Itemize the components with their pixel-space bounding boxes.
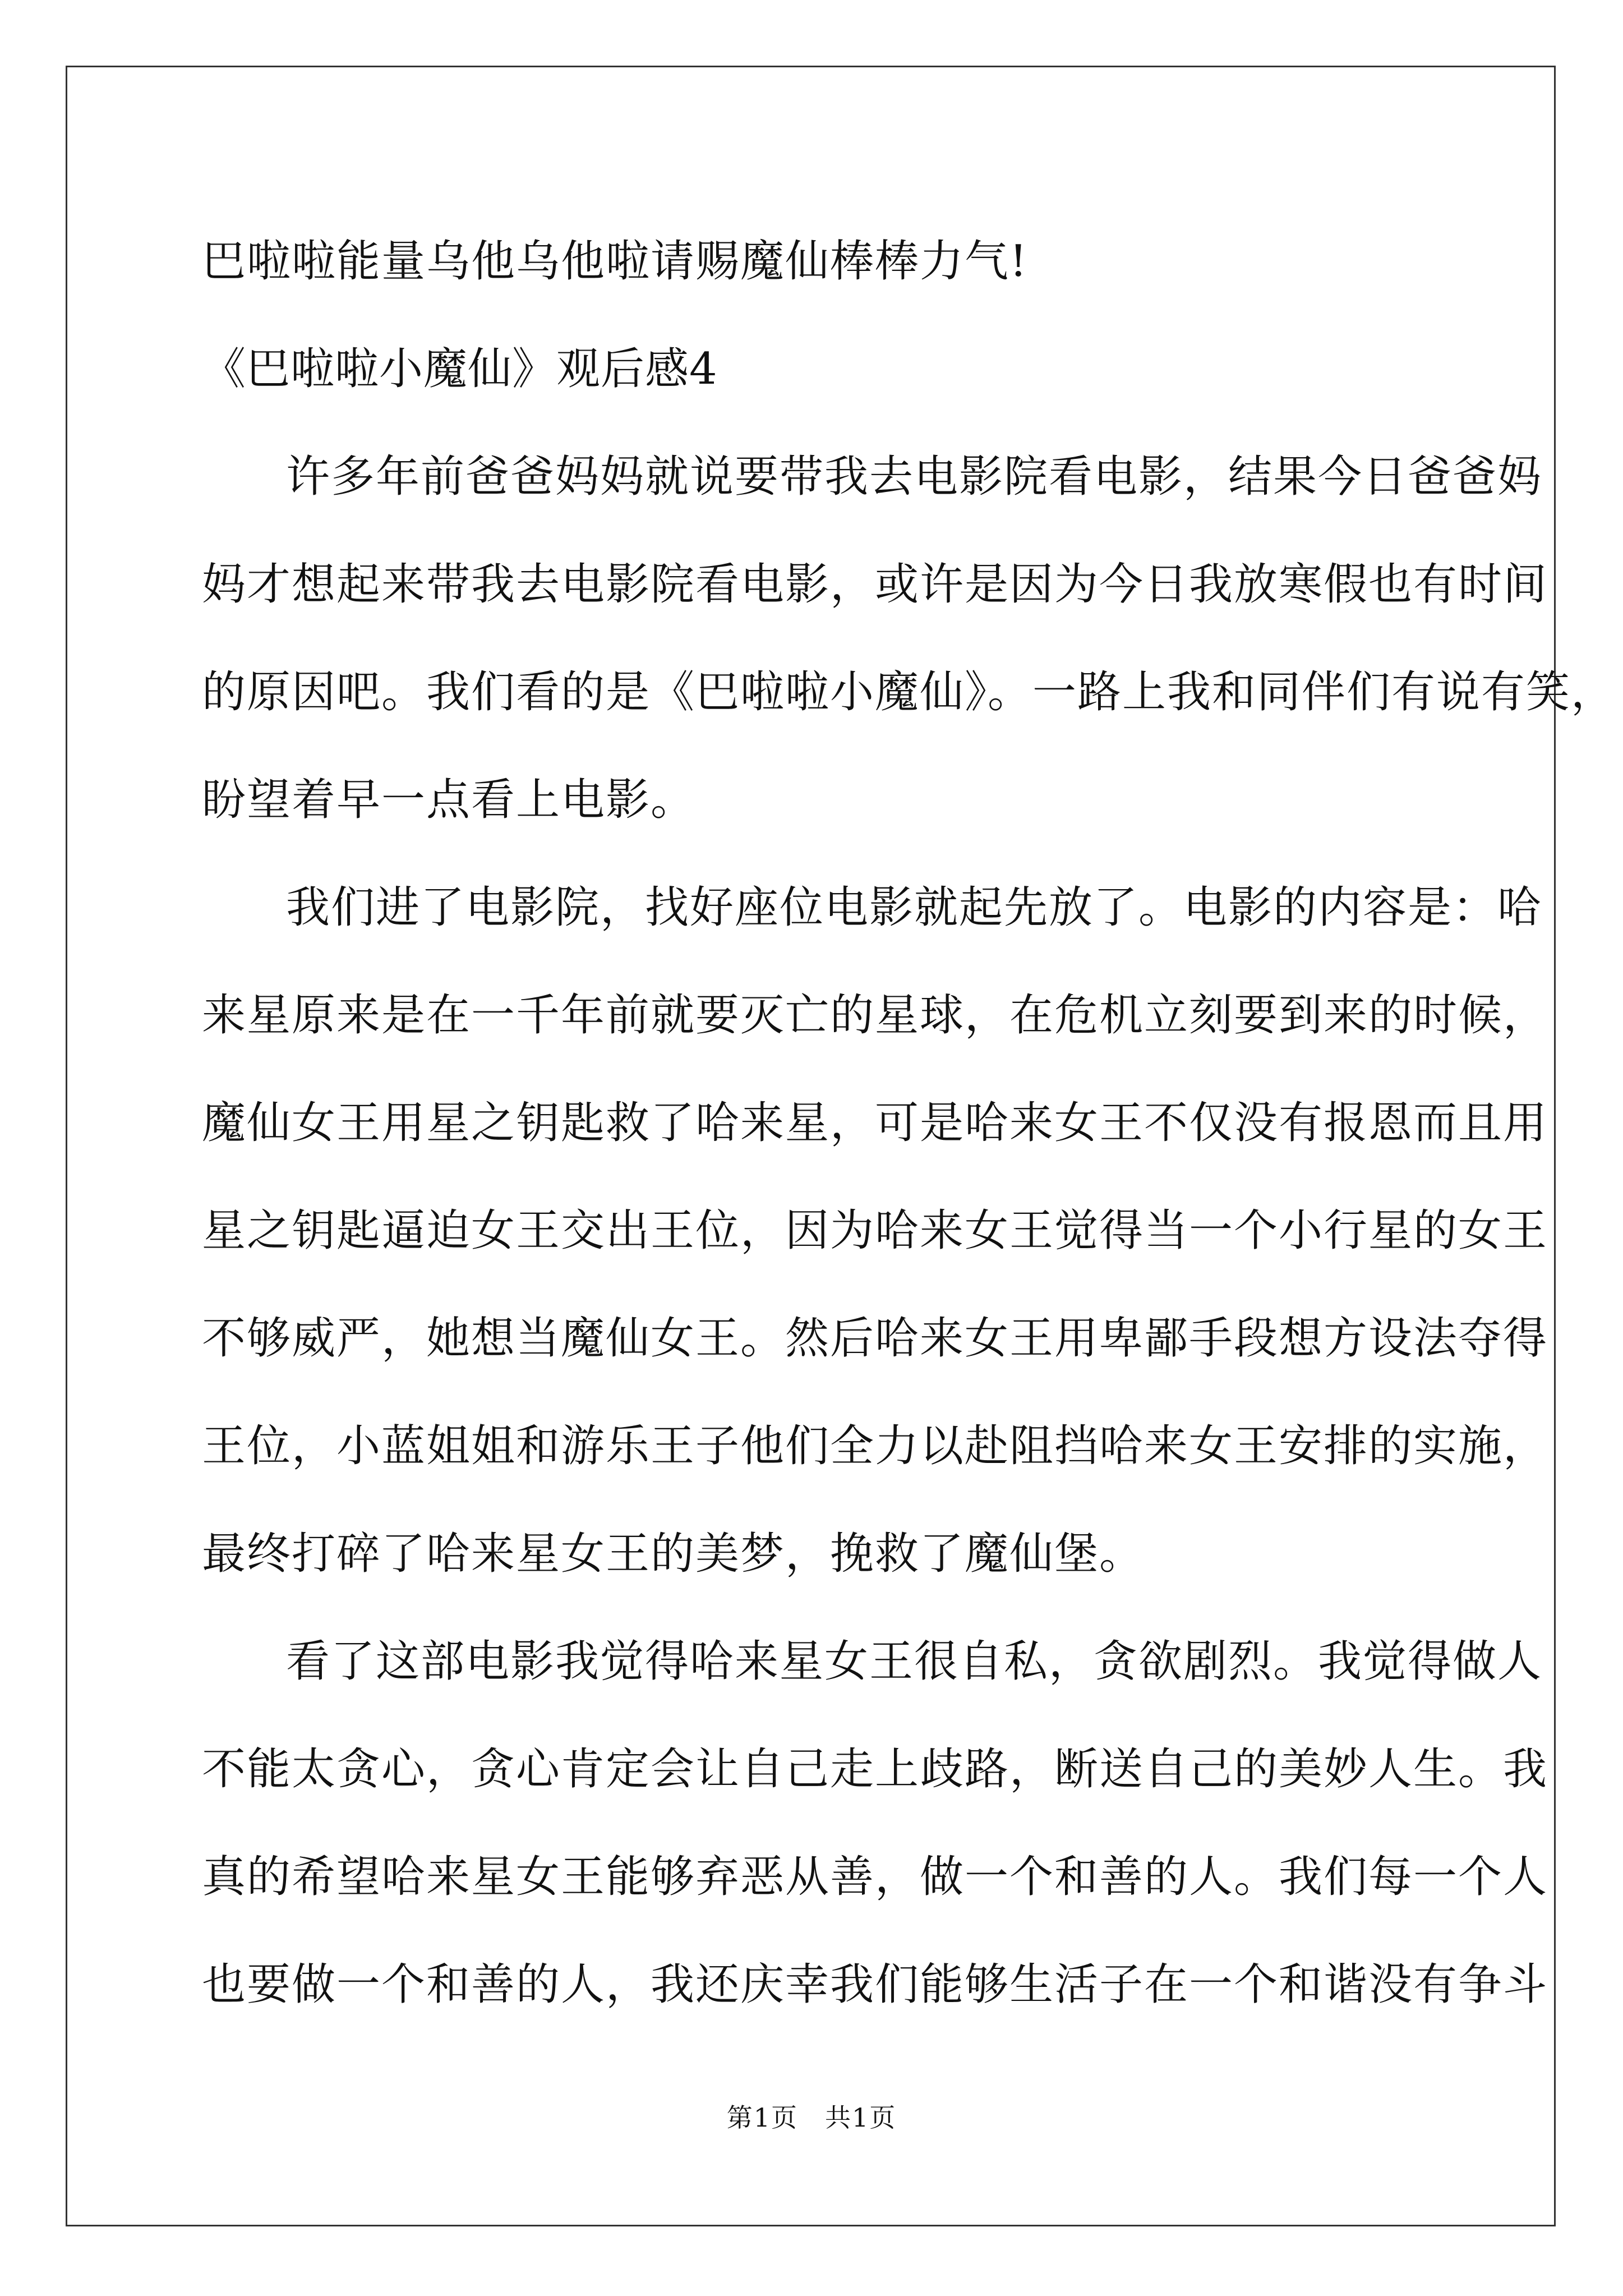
paragraph-line: 来星原来是在一千年前就要灭亡的星球，在危机立刻要到来的时候， — [202, 990, 1548, 1041]
essay-title: 《巴啦啦小魔仙》观后感4 — [202, 344, 718, 394]
paragraph-line: 我们进了电影院，找好座位电影就起先放了。电影的内容是：哈 — [286, 882, 1543, 933]
paragraph-line: 王位，小蓝姐姐和游乐王子他们全力以赴阻挡哈来女王安排的实施， — [202, 1421, 1548, 1471]
paragraph-line: 最终打碎了哈来星女王的美梦，挽救了魔仙堡。 — [202, 1529, 1145, 1579]
paragraph-line: 星之钥匙逼迫女王交出王位，因为哈来女王觉得当一个小行星的女王 — [202, 1205, 1548, 1256]
paragraph-line: 的原因吧。我们看的是《巴啦啦小魔仙》。一路上我和同伴们有说有笑， — [202, 667, 1616, 717]
closing-line: 巴啦啦能量乌他乌他啦请赐魔仙棒棒力气! — [202, 236, 1029, 287]
paragraph-line: 盼望着早一点看上电影。 — [202, 775, 696, 825]
paragraph-3 — [202, 1608, 1548, 2039]
paragraph-line: 魔仙女王用星之钥匙救了哈来星，可是哈来女王不仅没有报恩而且用 — [202, 1098, 1548, 1148]
document-body — [202, 208, 1616, 2039]
paragraph-line: 真的希望哈来星女王能够弃恶从善，做一个和善的人。我们每一个人 — [202, 1852, 1548, 1902]
paragraph-1 — [202, 423, 1616, 854]
paragraph-line: 也要做一个和善的人，我还庆幸我们能够生活子在一个和谐没有争斗 — [202, 1959, 1548, 2010]
paragraph-line: 许多年前爸爸妈妈就说要带我去电影院看电影，结果今日爸爸妈 — [286, 452, 1543, 502]
page-footer: 第1页 共1页 — [726, 2102, 897, 2133]
paragraph-line: 不能太贪心，贪心肯定会让自己走上歧路，断送自己的美妙人生。我 — [202, 1744, 1548, 1795]
paragraph-line: 妈才想起来带我去电影院看电影，或许是因为今日我放寒假也有时间 — [202, 559, 1548, 610]
paragraph-2 — [202, 854, 1548, 1608]
paragraph-line: 看了这部电影我觉得哈来星女王很自私，贪欲剧烈。我觉得做人 — [286, 1636, 1543, 1687]
paragraph-line: 不够威严，她想当魔仙女王。然后哈来女王用卑鄙手段想方设法夺得 — [202, 1313, 1548, 1364]
